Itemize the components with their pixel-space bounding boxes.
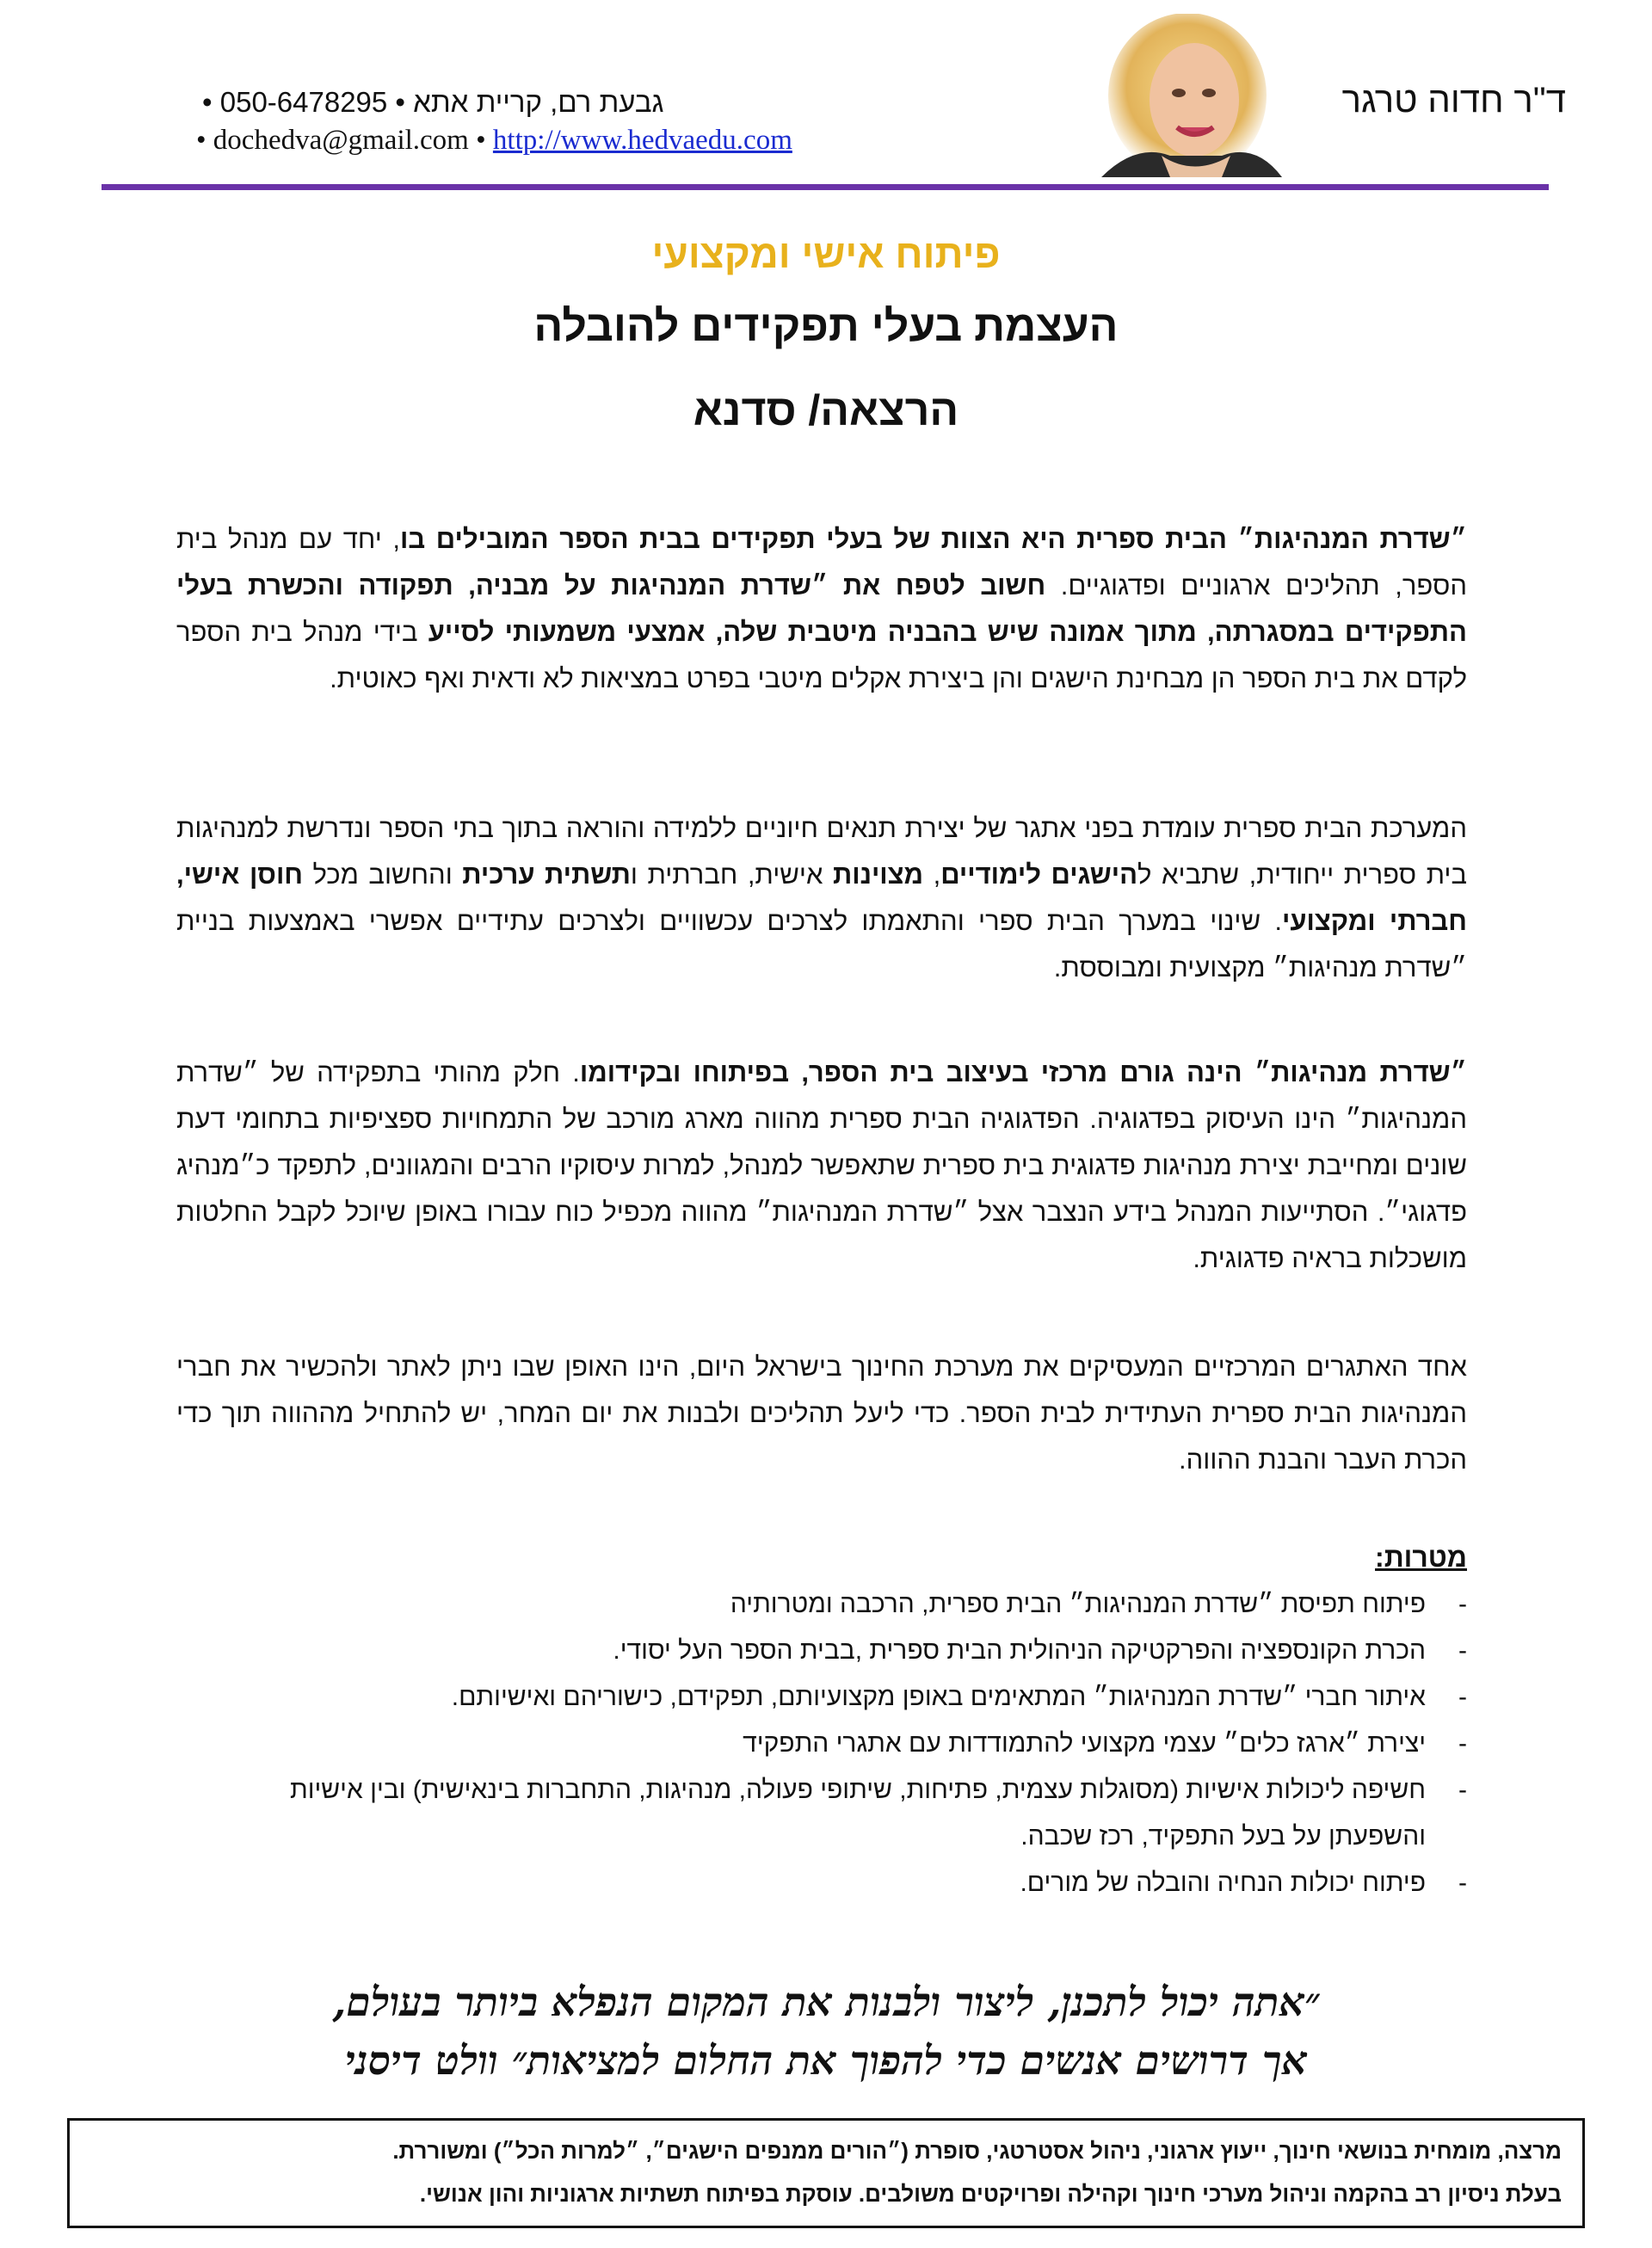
goal-item — [194, 1628, 1467, 1674]
category-title: פיתוח אישי ומקצועי — [651, 231, 1001, 276]
p2-text-a: המערכת הבית ספרית עומדת בפני אתגר של יצירת תנאים חיוניים ללמידה והוראה בתוך בתי הספר ונדרשת למנהיגות בית ספרית ייחודית, שתביא ל — [176, 813, 1467, 890]
p1-text-b: , יחד עם מנהל בית הספר, תהליכים ארגוניים ופדגוגיים. — [176, 524, 1467, 600]
goal-item — [194, 1581, 1467, 1628]
p2-bold-f: תשתית ערכית — [462, 859, 631, 890]
p1-bold-a: ״שדרת המנהיגות״ הבית ספרית היא הצוות של בעלי תפקידים בבית הספר המובילים בו — [399, 524, 1467, 554]
p2-bold-d: מצוינות — [832, 859, 924, 890]
author-name: ד"ר חדוה טרגר — [1341, 79, 1566, 120]
p2-bold-b: הישגים לימודיים — [940, 859, 1138, 890]
bio-line-2: בעלת ניסיון רב בהקמה וניהול מערכי חינוך וקהילה ופרויקטים משולבים. עוסקת בפיתוח תשתיות ארגוניות והון אנושי. — [419, 2181, 1562, 2207]
p2-text-e: אישית, חברתית ו — [630, 859, 833, 890]
paragraph-3 — [176, 1050, 1467, 1282]
goal-text: פיתוח תפיסת ״שדרת המנהיגות״ הבית ספרית, הרכבה ומטרותיה — [730, 1590, 1426, 1618]
goal-text: איתור חברי ״שדרת המנהיגות״ המתאימים באופן מקצועיותם, תפקידם, כישוריהם ואישיותם. — [451, 1683, 1426, 1711]
email-text: • dochedva@gmail.com • — [196, 125, 486, 156]
website-link[interactable]: http://www.hedvaedu.com — [492, 125, 792, 156]
goal-dash: - — [1458, 1636, 1467, 1665]
p2-text-c: , — [923, 859, 941, 890]
header-divider — [102, 184, 1549, 190]
address-phone: גבעת רם, קריית אתא • 050-6478295 • — [202, 86, 664, 118]
p3-bold-a: ״שדרת מנהיגות״ הינה גורם מרכזי בעיצוב בית הספר, בפיתוחו ובקידומו — [579, 1057, 1467, 1087]
paragraph-2 — [176, 805, 1467, 991]
goal-item — [194, 1721, 1467, 1767]
subtitle: הרצאה/ סדנא — [693, 386, 959, 434]
goals-list — [194, 1581, 1467, 1906]
p2-text-g: והחשוב מכל — [303, 859, 463, 890]
p1-text-d: בידי מנהל בית הספר לקדם את בית הספר הן מבחינת הישגים והן ביצירת אקלים מיטבי בפרט במציאות לא ודאית ואף כאוטית. — [176, 617, 1467, 693]
goal-text: חשיפה ליכולות אישיות (מסוגלות עצמית, פתיחות, שיתופי פעולה, מנהיגות, התחברות בינאישית) ובין אישיות והשפעתן על בעל התפקיד, רכז שכבה. — [289, 1776, 1426, 1851]
portrait-photo — [1067, 14, 1308, 177]
paragraph-4: אחד האתגרים המרכזיים המעסיקים את מערכת החינוך בישראל היום, הינו האופן שבו ניתן לאתר ולהכשיר את חברי המנהיגות הבית ספרית העתידית לבית הספר. כדי ליעל תהליכים ולבנות את יום המחר, יש להתחיל מההווה תוך כדי הכרת העבר והבנת ההווה. — [176, 1352, 1467, 1475]
goal-text: פיתוח יכולות הנחיה והובלה של מורים. — [1020, 1869, 1426, 1897]
p1-bold-c: חשוב לטפח את ״שדרת המנהיגות על מבניה, תפקודה והכשרת בעלי התפקידים במסגרתה, מתוך אמונה שיש בהבניה מיטבית שלה, אמצעי משמעותי לסייע — [176, 570, 1467, 647]
bio-line-1: מרצה, מומחית בנושאי חינוך, ייעוץ ארגוני, ניהול אסטרטגי, סופרת (״הורים ממנפים הישגים״, ״למרות הכל״) ומשוררת. — [392, 2138, 1562, 2164]
goal-text: יצירת ״ארגז כלים״ עצמי מקצועי להתמודדות עם אתגרי התפקיד — [743, 1729, 1426, 1758]
bio-box — [67, 2118, 1585, 2228]
goal-dash: - — [1458, 1590, 1467, 1618]
goal-item — [194, 1860, 1467, 1906]
p2-text-i: . שינוי במערך הבית ספרי והתאמתו לצרכים עכשוויים ולצרכים עתידיים אפשרי באמצעות בניית ״שדרת מנהיגות״ מקצועית ומבוססת. — [176, 906, 1467, 982]
paragraph-1 — [176, 516, 1467, 702]
quote-line-1: ״אתה יכול לתכנן, ליצור ולבנות את המקום הנפלא ביותר בעולם, — [332, 1979, 1320, 2025]
goal-dash: - — [1458, 1729, 1467, 1758]
goal-dash: - — [1458, 1776, 1467, 1804]
contact-email-line — [196, 125, 792, 157]
p3-text-b: . חלק מהותי בתפקידה של ״שדרת המנהיגות״ הינו העיסוק בפדגוגיה. הפדגוגיה הבית ספרית מהווה מארג מורכב של התמחויות ספציפיות בתחומי דעת שונים ומחייבת יצירת מנהיגות פדגוגית בית ספרית שתאפשר למנהל, למרות עיסוקיו הרבים והמגוונים, לתפקד כ״מנהיג פדגוגי״. הסתייעות המנהל בידע הנצבר אצל ״שדרת המנהיגות״ מהווה מכפיל כוח עבורו באופן שיוכל לקבל החלטות מושכלות בראיה פדגוגית. — [176, 1057, 1467, 1273]
goal-item — [194, 1674, 1467, 1721]
goal-dash: - — [1458, 1869, 1467, 1897]
quote-line-2: אך דרושים אנשים כדי להפוך את החלום למציאות״ וולט דיסני — [344, 2037, 1308, 2084]
goal-text: הכרת הקונספציה והפרקטיקה הניהולית הבית ספרית ,בבית הספר העל יסודי. — [613, 1636, 1426, 1665]
goal-item — [194, 1767, 1467, 1860]
p2-bold-h: חוסן אישי, חברתי ומקצועי — [176, 859, 1467, 936]
goal-dash: - — [1458, 1683, 1467, 1711]
main-title: העצמת בעלי תפקידים להובלה — [533, 302, 1119, 350]
goals-title: מטרות: — [1375, 1542, 1467, 1573]
